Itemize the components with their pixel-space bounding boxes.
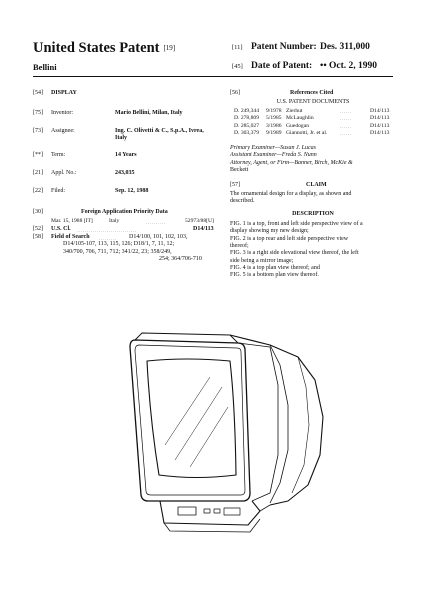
references-heading-row <box>230 90 396 97</box>
control-button <box>204 509 210 513</box>
patent-date: •• Oct. 2, 1990 <box>320 61 378 71</box>
reference-number: D. 285,027 <box>234 122 260 129</box>
description-line: FIG. 1 is a top, front and left side perspective view of a <box>230 221 363 227</box>
inventor-field <box>33 110 223 117</box>
refs-heading: References Cited <box>290 90 334 96</box>
patent-number: Des. 311,000 <box>320 42 370 52</box>
foreign-date: Mar. 15, 1988 [IT] <box>51 218 93 224</box>
reference-class: D14/113 <box>370 129 390 136</box>
screen <box>147 359 236 478</box>
reference-number: D. 303,379 <box>234 129 260 136</box>
uscl-code: [52] <box>33 226 43 232</box>
term-code: [**] <box>33 152 43 158</box>
primary-examiner: Primary Examiner—Susan J. Lucas <box>230 145 316 151</box>
attorney-line-1: Attorney, Agent, or Firm—Banner, Birch, McKie & <box>230 159 353 166</box>
claim-code: [57] <box>230 182 240 188</box>
control-panel <box>178 507 196 515</box>
inventor-label: Inventor: <box>51 110 73 116</box>
rear-housing-outline <box>230 335 323 505</box>
reference-class: D14/113 <box>370 115 390 122</box>
term-field <box>33 152 223 159</box>
appl-label: Appl. No.: <box>51 170 77 176</box>
description-line: FIG. 4 is a top plan view thereof; and <box>230 264 320 271</box>
field-code: [58] <box>33 234 43 240</box>
inventor-surname: Bellini <box>33 62 57 72</box>
reference-date: 9/1989 <box>266 129 282 136</box>
header-rule <box>33 76 393 77</box>
patent-number-label: Patent Number: <box>251 42 317 52</box>
description-line: display showing my new design; <box>230 228 309 235</box>
foreign-priority-heading <box>33 209 223 216</box>
patent-number-code: [11] <box>232 44 243 51</box>
assignee-value-line2: Italy <box>115 135 127 142</box>
front-bezel <box>130 340 250 501</box>
filed-label: Filed: <box>51 188 66 194</box>
patent-number-line <box>232 42 370 52</box>
foreign-priority-row: Mar. 15, 1988 [IT] Italy .......... 52973/88[U] <box>51 218 214 225</box>
reference-name: Zierhut <box>286 108 303 114</box>
inventor-value: Mario Bellini, Milan, Italy <box>115 110 183 116</box>
control-slot <box>224 508 240 515</box>
term-label: Term: <box>51 152 66 158</box>
reflection-line <box>175 387 222 460</box>
refs-code: [56] <box>230 90 240 96</box>
reference-name: Giannotti, Jr. et al. <box>286 129 328 136</box>
field-line-2: D14/105-107, 113, 115, 126; D18/1, 7, 11, 12; <box>63 241 175 248</box>
rear-contour <box>292 357 309 493</box>
claim-heading-row <box>230 182 396 189</box>
attorney-line-2: Beckett <box>230 166 249 173</box>
patent-date-line <box>232 61 378 71</box>
reference-class: D14/113 <box>370 108 390 114</box>
foreign-heading: Foreign Application Priority Data <box>81 209 168 215</box>
description-line: FIG. 5 is a bottom plan view thereof. <box>230 272 319 279</box>
refs-subheading: U.S. PATENT DOCUMENTS <box>276 99 350 105</box>
appl-value: 243,035 <box>115 170 135 176</box>
us-class-field: [52] U.S. Cl. .............................. D14/113 <box>33 226 214 233</box>
field-label: Field of Search <box>51 234 90 240</box>
title-field-code: [54] <box>33 90 43 96</box>
field-line-4: 254; 364/706-710 <box>159 255 202 262</box>
assignee-field <box>33 128 223 144</box>
filed-field <box>33 188 223 195</box>
application-field <box>33 170 223 177</box>
claim-heading: CLAIM <box>306 182 327 188</box>
description-line: FIG. 2 is a top rear and left side perspective view <box>230 235 349 242</box>
reference-date: 5/1985 <box>266 115 282 122</box>
title-code: [19] <box>163 44 176 52</box>
foreign-code: [30] <box>33 209 43 215</box>
date-label: Date of Patent: <box>251 61 313 71</box>
claim-line-2: described. <box>230 198 255 205</box>
description-line: thereof; <box>230 242 249 249</box>
invention-title: DISPLAY <box>51 90 77 96</box>
assistant-examiner: Assistant Examiner—Freda S. Nunn <box>230 152 317 159</box>
reference-number: D. 278,809 <box>234 115 260 122</box>
description-line: FIG. 3 is a right side elevational view thereof, the left <box>230 250 359 257</box>
reference-name: Guedogan <box>286 122 309 129</box>
reference-number: D. 249,344 <box>234 108 260 114</box>
reference-class: D14/113 <box>370 122 390 129</box>
field-of-search: [58] Field of Search ......... D14/100, 101, 102, 103, D14/105-107, 113, 115, 126; D18/1, 7, 11, 12; 340/700, 706, 711, 712; 341/22, 23; 358/249, 254; 364/706-710 <box>33 234 202 262</box>
base-foot <box>164 519 260 532</box>
reflection-line <box>190 407 228 467</box>
claim-line-1: The ornamental design for a display, as shown and <box>230 191 352 197</box>
description-line: side being a mirror image; <box>230 257 294 264</box>
reflection-line <box>165 377 210 445</box>
term-value: 14 Years <box>115 152 137 158</box>
assignee-value: Ing. C. Olivetti & C., S.p.A., Ivrea, <box>115 128 204 134</box>
assignee-code: [73] <box>33 128 43 134</box>
reference-date: 3/1986 <box>266 122 282 129</box>
title-field <box>33 90 223 97</box>
display-drawing <box>120 325 330 540</box>
reference-date: 9/1978 <box>266 108 282 114</box>
reference-name: McLaughlin <box>286 115 314 122</box>
uscl-value: D14/113 <box>193 226 214 232</box>
foreign-country: Italy <box>109 218 120 224</box>
description-heading: DESCRIPTION <box>292 211 334 217</box>
foreign-number: 52973/88[U] <box>185 218 214 224</box>
bezel-side <box>238 343 278 501</box>
filed-value: Sep. 12, 1988 <box>115 188 149 194</box>
assignee-label: Assignee: <box>51 128 75 134</box>
base-joint <box>260 505 270 511</box>
field-line-3: 340/700, 706, 711, 712; 341/22, 23; 358/249, <box>63 248 172 255</box>
inventor-code: [75] <box>33 110 43 116</box>
field-line-1: D14/100, 101, 102, 103, <box>129 234 188 240</box>
date-code: [45] <box>232 63 243 70</box>
uscl-label: U.S. Cl. <box>51 226 71 232</box>
control-button <box>214 509 220 513</box>
patent-title: United States Patent <box>33 40 160 56</box>
filed-code: [22] <box>33 188 43 194</box>
appl-code: [21] <box>33 170 43 176</box>
document-title <box>33 40 175 57</box>
